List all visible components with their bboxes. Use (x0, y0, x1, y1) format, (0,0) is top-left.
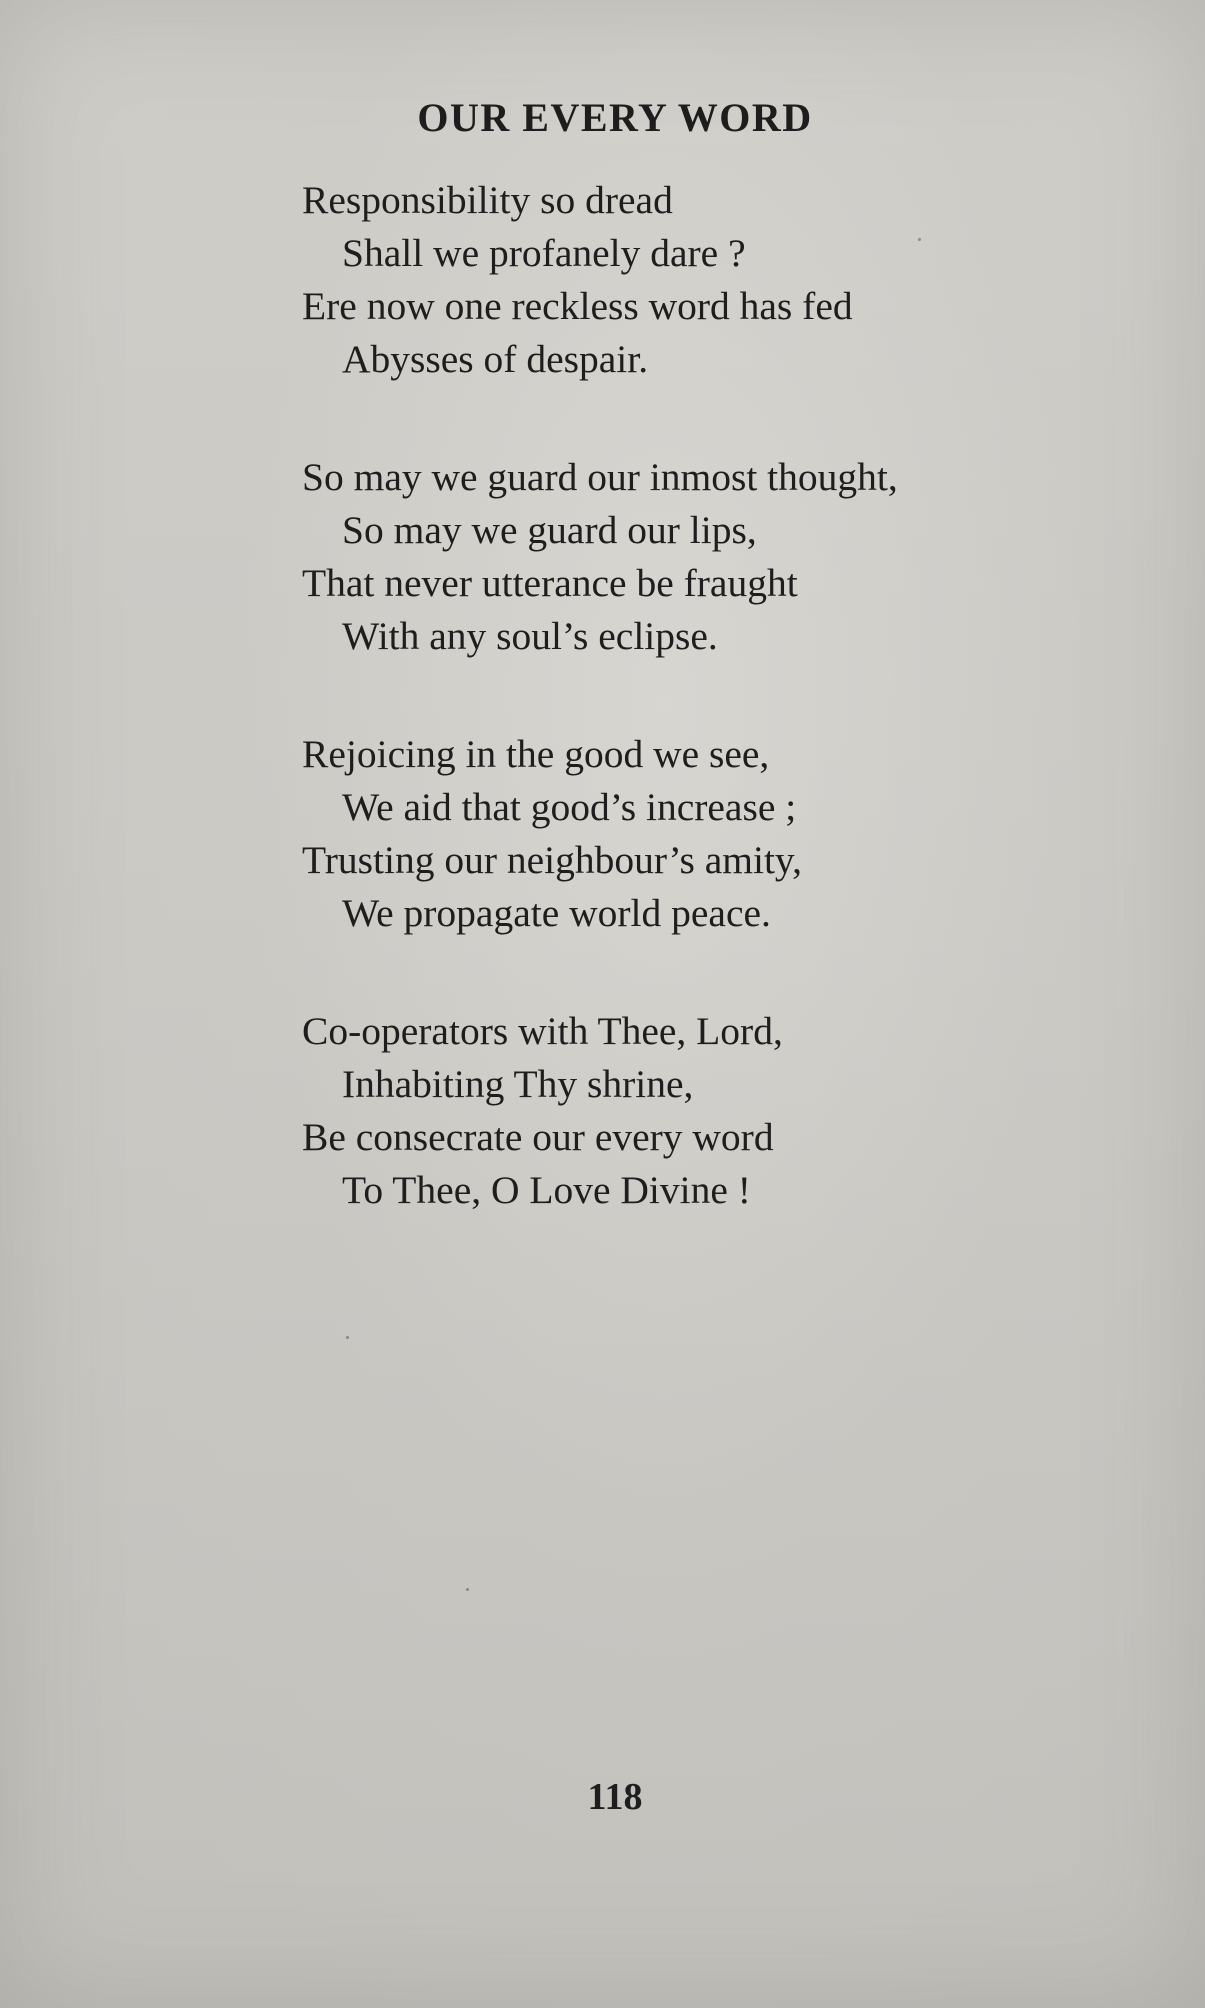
poem-line: So may we guard our inmost thought, (302, 455, 898, 499)
stanza-4 (302, 1005, 898, 1217)
poem-line-indented: To Thee, O Love Divine ! (342, 1168, 751, 1212)
poem-line: That never utterance be fraught (302, 561, 798, 605)
paper-speck (466, 1588, 469, 1591)
poem-line: Ere now one reckless word has fed (302, 284, 853, 328)
paper-speck (918, 238, 921, 241)
poem-line-indented: Shall we profanely dare ? (342, 231, 746, 275)
poem-line-indented: With any soul’s eclipse. (342, 614, 718, 658)
poem-line: Be consecrate our every word (302, 1115, 774, 1159)
poem-line-indented: So may we guard our lips, (342, 508, 757, 552)
poem-line: Trusting our neighbour’s amity, (302, 838, 802, 882)
poem-line-indented: Inhabiting Thy shrine, (342, 1062, 694, 1106)
poem-body (302, 174, 898, 1282)
stanza-2 (302, 451, 898, 663)
stanza-1 (302, 174, 898, 386)
poem-line: Rejoicing in the good we see, (302, 732, 770, 776)
stanza-3 (302, 728, 898, 940)
paper-speck (346, 1336, 349, 1339)
poem-line-indented: We propagate world peace. (342, 891, 771, 935)
poem-title: OUR EVERY WORD (417, 95, 813, 140)
poem-line: Responsibility so dread (302, 178, 673, 222)
poem-line: Co-operators with Thee, Lord, (302, 1009, 783, 1053)
poem-line-indented: Abysses of despair. (342, 337, 649, 381)
page-number: 118 (587, 1776, 643, 1818)
poem-line-indented: We aid that good’s increase ; (342, 785, 797, 829)
